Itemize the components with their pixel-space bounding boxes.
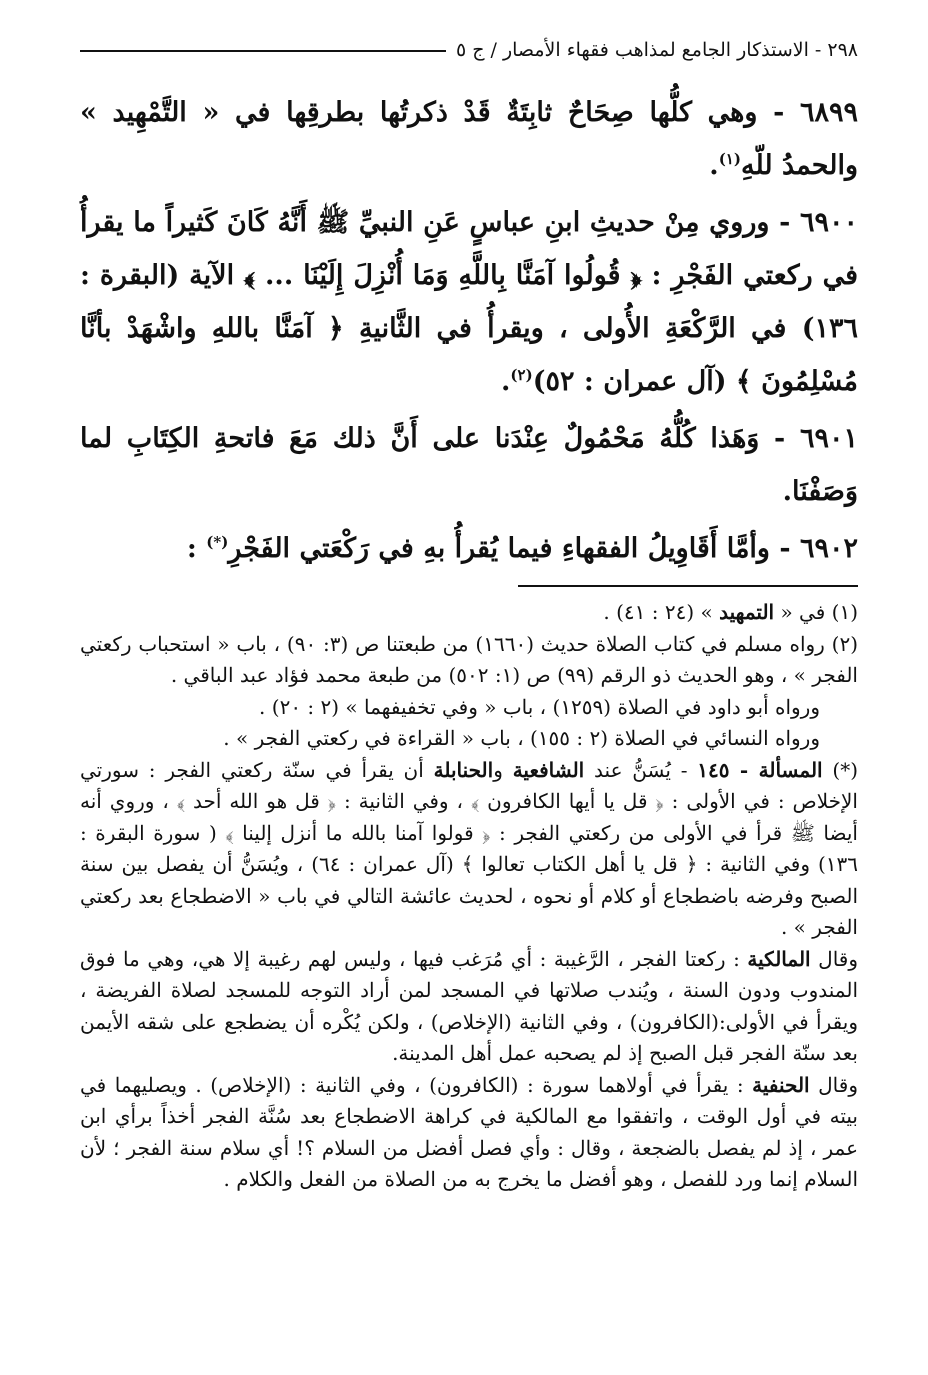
paragraph-text: - وروي مِنْ حديثِ ابنِ عباسٍ عَنِ النبيِّ ﷺ أَنَّهُ كَانَ كَثيراً ما يقرأُ في ركعتي الفَجْرِ : ﴿ قُولُوا آمَنَّا بِاللَّهِ وَمَا أُنْزِلَ إِلَيْنَا ... ﴾ الآية (البقرة : ١٣٦) في الرَّكْعَةِ الأُولى ، ويقرأُ في الثَّانيةِ ﴿ آمَنَّا باللهِ واشْهَدْ بأنَّا مُسْلِمُونَ ﴾ (آل عمران : ٥٢): [80, 207, 858, 397]
paragraph-end: :: [186, 533, 207, 564]
main-text: [80, 86, 858, 575]
footnote-1-prefix: (١) في «: [774, 600, 858, 624]
footnote-separator-wrap: [80, 575, 858, 597]
school-hanbali: الحنابلة: [433, 757, 494, 782]
paragraph-6902: [80, 522, 858, 575]
paragraph-end: .: [501, 366, 511, 397]
book-page: [80, 36, 858, 1196]
footnote-star-body: أن يقرأ في سنّة ركعتي الفجر : سورتي الإخلاص : في الأولى : ﴿ قل يا أيها الكافرون ﴾ ، وفي الثانية : ﴿ قل هو الله أحد ﴾ ، وروي أنه أيضا ﷺ قرأ في الأولى من ركعتي الفجر : ﴿ قولوا آمنا بالله ما أنزل إلينا ﴾ ( سورة البقرة : ١٣٦) وفي الثانية : ﴿ قل يا أهل الكتاب تعالوا ﴾ (آل عمران : ٦٤) ، ويُسَنُّ أن يفصل بين سنة الصبح وفرضه باضطجاع أو كلام أو نحوه ، لحديث عائشة التالي في باب « الاضطجاع بعد ركعتي الفجر » .: [80, 757, 858, 939]
footnote-2-nasai: ورواه النسائي في الصلاة (٢ : ١٥٥) ، باب « القراءة في ركعتي الفجر » .: [223, 726, 820, 750]
paragraph-6899: [80, 86, 858, 192]
footnote-ref[interactable]: (*): [206, 533, 229, 551]
footnote-star: [80, 755, 858, 944]
paragraph-end: .: [709, 150, 719, 181]
paragraph-6901: [80, 412, 858, 518]
paragraph-number: ٦٨٩٩: [799, 97, 858, 128]
paragraph-text: - وَهَذا كُلُّهُ مَحْمُولٌ عِنْدَنا على أَنَّ ذلك مَعَ فاتحةِ الكِتَابِ لما وَصَفْنَا.: [80, 423, 858, 507]
header-rule: [80, 50, 446, 52]
footnote-1-source: التمهيد: [719, 600, 775, 624]
hanafi-lead: وقال: [809, 1072, 858, 1097]
running-header: [80, 36, 858, 64]
footnote-ref[interactable]: (٢): [510, 366, 533, 384]
hanafi-body: : يقرأ في أولاهما سورة : (الكافرون) ، وفي الثانية : (الإخلاص) . ويصليهما في بيته في أول الوقت ، واتفقوا مع المالكية في كراهة الاضطجاع بعد سُنَّة الفجر أخذاً برأي ابن عمر ، إذ لم يفصل بالضجعة ، وقال : وأي فصل أفضل من السلام ؟! أي سلام سنة الفجر ؛ لأن السلام إنما ورد للفصل ، وهو أفضل ما يخرج به من الصلاة من الفعل والكلام .: [80, 1072, 858, 1191]
footnote-1: [80, 597, 858, 629]
paragraph-6900: [80, 196, 858, 408]
school-hanafi: الحنفية: [752, 1072, 810, 1097]
footnote-star-mid: - يُسَنُّ عند: [584, 757, 698, 782]
header-text: ٢٩٨ - الاستذكار الجامع لمذاهب فقهاء الأمصار / ج ٥: [455, 39, 858, 61]
footnotes: [80, 597, 858, 1196]
hanafi-opinion: [80, 1070, 858, 1196]
paragraph-text: - وهي كلُّها صِحَاحٌ ثابِتَةٌ قَدْ ذكرتُها بطرقِها في « التَّمْهِيد » والحمدُ للّهِ: [80, 97, 858, 181]
paragraph-number: ٦٩٠٠: [799, 207, 858, 238]
maliki-opinion: [80, 944, 858, 1070]
school-maliki: المالكية: [747, 946, 811, 971]
footnote-1-suffix: » (٢٤ : ٤١) .: [603, 600, 720, 624]
footnote-separator: [518, 585, 858, 587]
paragraph-number: ٦٩٠١: [799, 423, 858, 454]
paragraph-text: - وأمَّا أَقَاوِيلُ الفقهاءِ فيما يُقرأُ بهِ في رَكْعَتي الفَجْرِ: [228, 533, 800, 564]
maliki-lead: وقال: [810, 946, 859, 971]
footnote-star-mark: (*): [822, 757, 859, 782]
maliki-body: : ركعتا الفجر ، الرَّغيبة : أي مُرَغب فيها ، وليس لهم رغيبة إلا هي، وهي ما فوق المندوب ودون السنة ، ويُندب صلاتها في المسجد لمن أراد التوجه للمسجد لصلاة الفريضة ، ويقرأ في الأولى:(الكافرون) ، وفي الثانية (الإخلاص) ، ولكن يُكْره أن يضطجع على شقه الأيمن بعد سنّة الفجر قبل الصبح إذ لم يصحبه عمل أهل المدينة.: [80, 946, 858, 1065]
footnote-ref[interactable]: (١): [718, 150, 741, 168]
footnote-star-and: و: [493, 757, 513, 782]
school-shafii: الشافعية: [512, 757, 585, 782]
masala-title: المسألة - ١٤٥: [697, 757, 823, 782]
paragraph-number: ٦٩٠٢: [799, 533, 858, 564]
footnote-2-abudawud: ورواه أبو داود في الصلاة (١٢٥٩) ، باب « وفي تخفيفهما » (٢ : ٢٠) .: [259, 694, 820, 719]
footnote-2: (٢) رواه مسلم في كتاب الصلاة حديث (١٦٦٠) من طبعتنا ص (٣: ٩٠) ، باب « استحباب ركعتي الفجر » ، وهو الحديث ذو الرقم (٩٩) ص (١: ٥٠٢) من طبعة محمد فؤاد عبد الباقي .: [80, 631, 858, 687]
